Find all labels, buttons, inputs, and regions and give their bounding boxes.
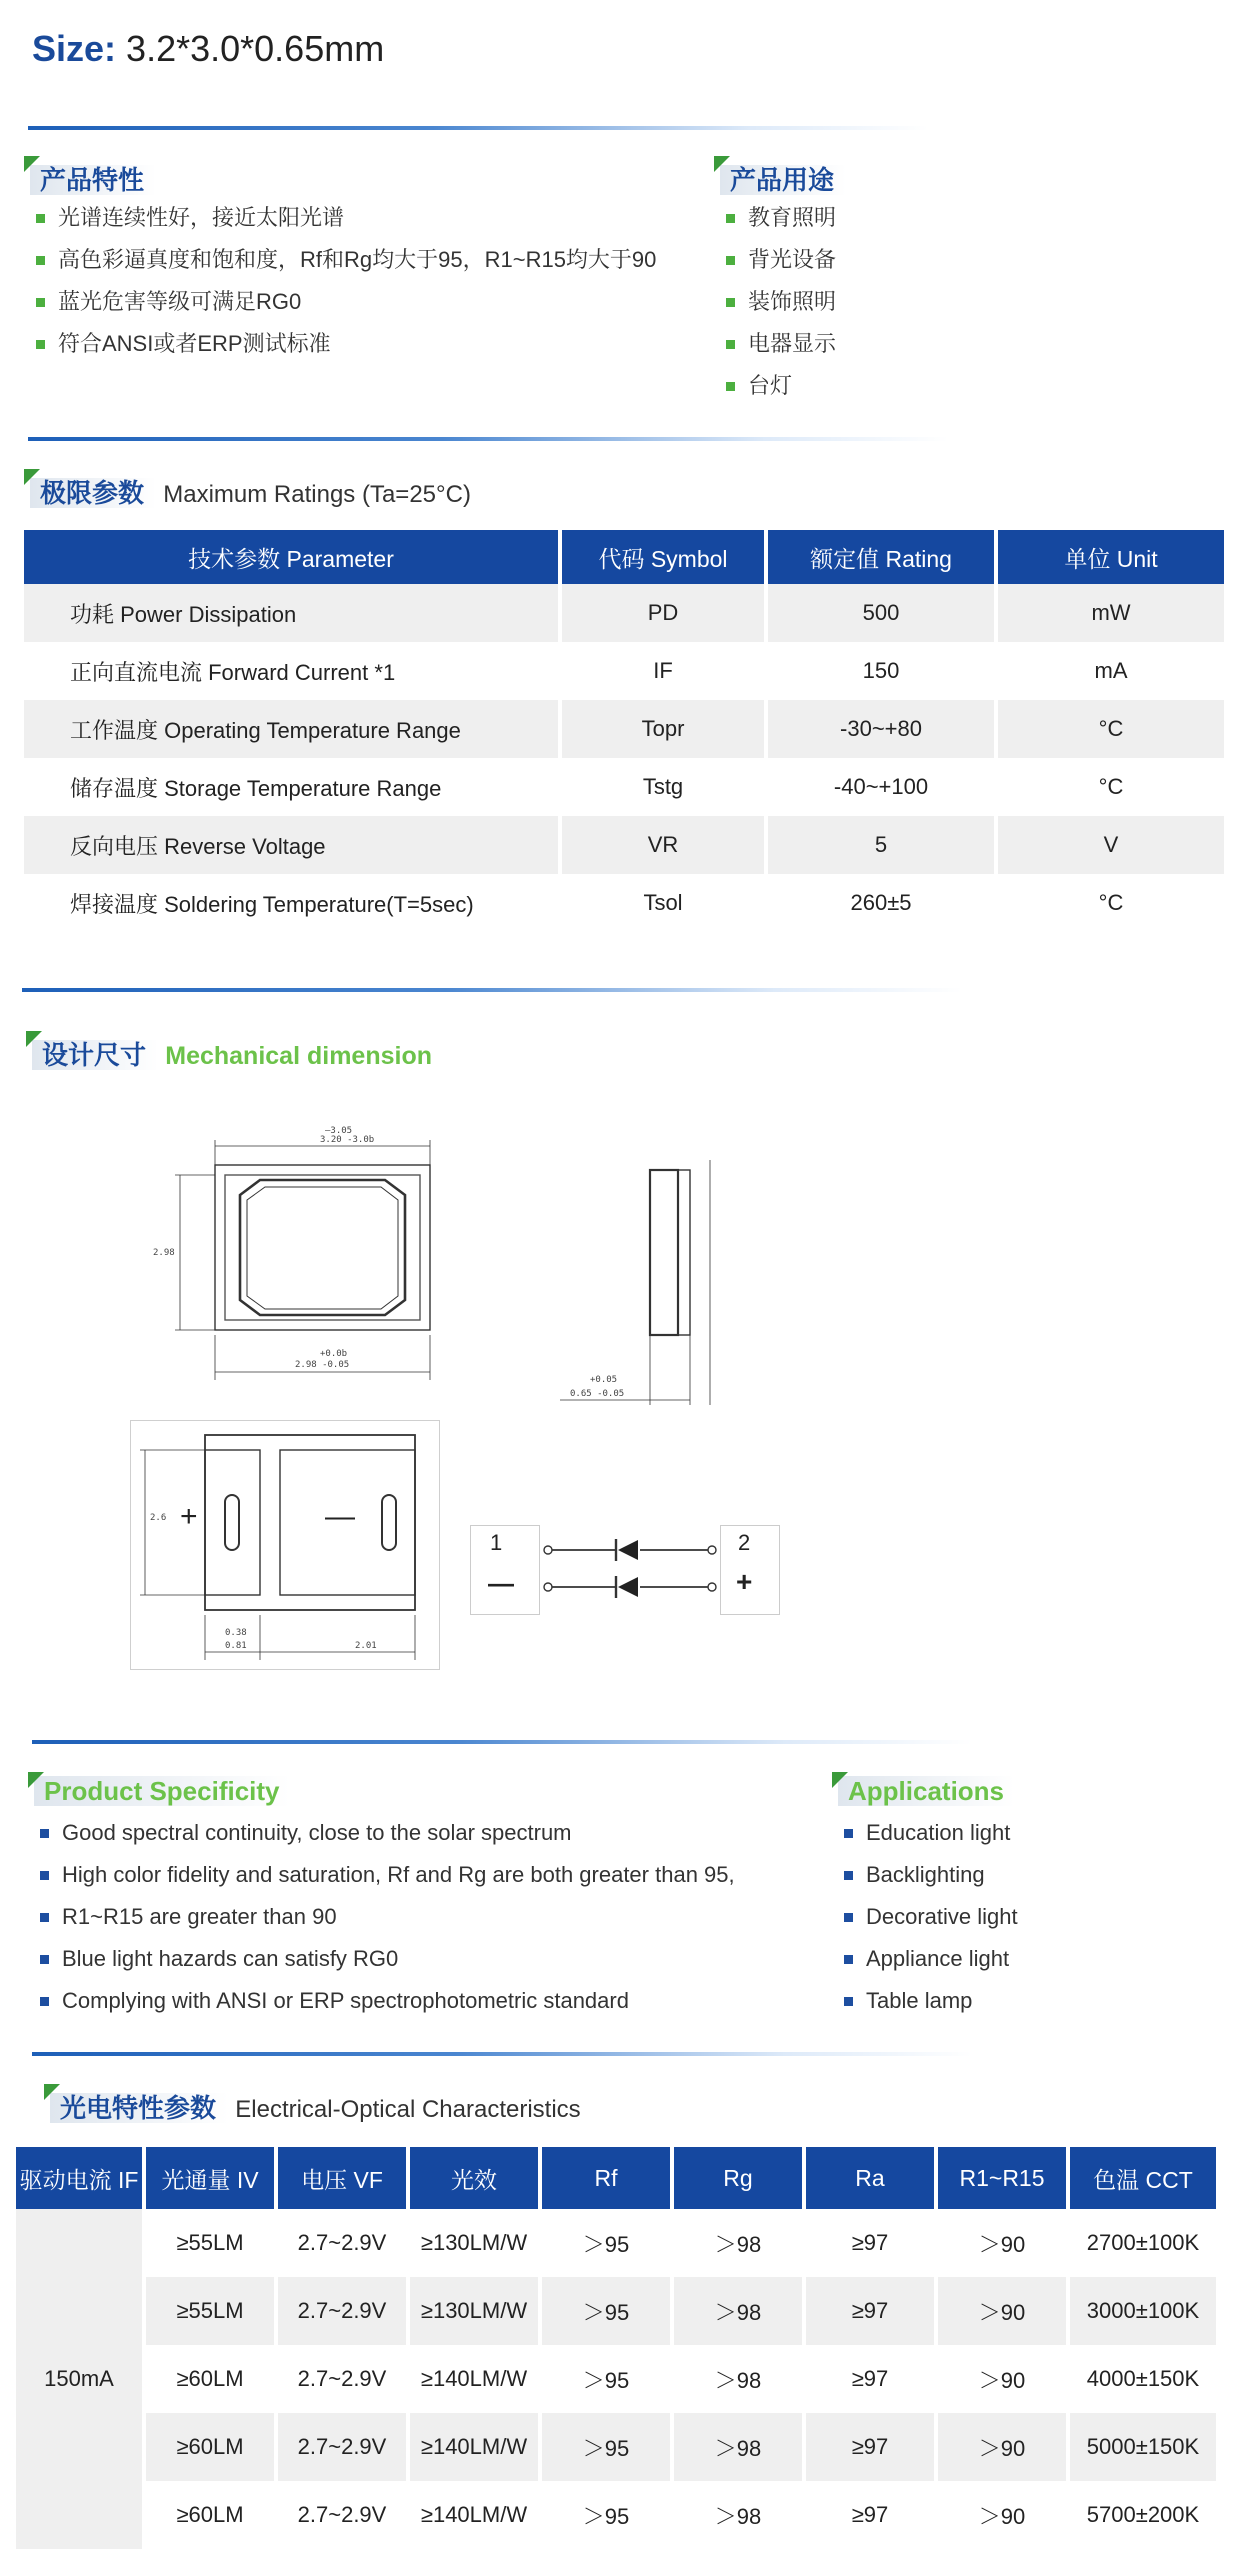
table-cell: ＞90 [978,2367,1026,2393]
table-cell: Topr [562,700,764,758]
dim-label: 2.01 [355,1641,377,1651]
list-item: High color fidelity and saturation, Rf and Rg are both greater than 95, [38,1854,735,1896]
pin1-sign: — [488,1568,514,1598]
table-cell: ＞98 [714,2367,762,2393]
table-row [24,700,1224,758]
table-cell: -30~+80 [768,700,994,758]
pad-left [205,1450,260,1595]
col-header: Ra [806,2147,934,2209]
list-item: Appliance light [842,1938,1018,1980]
terminal-icon [544,1583,552,1591]
table-cell: 2.7~2.9V [297,2502,387,2527]
table-cell: Tstg [642,774,684,799]
table-cell: °C [998,700,1224,758]
list-item: Complying with ANSI or ERP spectrophotometric standard [38,1980,735,2022]
side-lens [678,1170,690,1335]
eo-table [12,2147,1220,2549]
features-list [34,197,656,365]
table-cell: ＞95 [542,2277,670,2345]
table-cell: ＞95 [542,2413,670,2481]
dim-label: 0.38 [225,1628,247,1638]
table-row [24,642,1224,700]
dim-label: —3.05 [325,1126,353,1136]
pin2-label: 2 [738,1530,751,1555]
table-cell: ＞90 [938,2413,1066,2481]
table-cell: ≥97 [851,2502,889,2527]
table-cell: 150 [862,658,900,683]
pad-plus-sign: + [180,1500,198,1533]
table-cell: ＞95 [582,2503,630,2529]
pad-right-slot [382,1495,396,1550]
eo-title-en: Electrical-Optical Characteristics [235,2096,581,2123]
table-row [16,2345,1216,2413]
divider-1 [28,126,928,130]
table-cell: °C [1098,890,1124,915]
applications-en-list [842,1812,1018,2022]
list-item: Backlighting [842,1854,1018,1896]
size-line [32,28,384,70]
product-specificity-heading [34,1776,290,1807]
mechanical-title-cn: 设计尺寸 [32,1040,158,1070]
list-item: 光谱连续性好，接近太阳光谱 [34,197,656,239]
table-cell: ≥55LM [176,2230,244,2255]
table-cell: 储存温度 Storage Temperature Range [70,775,442,801]
list-item: Good spectral continuity, close to the solar spectrum [38,1812,735,1854]
table-cell: 2.7~2.9V [278,2277,406,2345]
dim-label: 0.65 -0.05 [570,1389,625,1399]
side-view-drawing [560,1160,730,1420]
max-ratings-table [20,530,1228,932]
table-cell: V [998,816,1224,874]
col-header: Rf [542,2147,670,2209]
list-item: 台灯 [724,365,836,407]
table-cell: mA [1094,658,1128,683]
divider-2 [28,437,948,441]
table-row [24,584,1224,642]
table-cell: PD [562,584,764,642]
table-cell: 4000±150K [1086,2366,1200,2391]
table-cell: ≥97 [851,2366,889,2391]
divider-5 [32,2052,972,2056]
table-cell: 2700±100K [1086,2230,1200,2255]
table-cell: ≥130LM/W [410,2277,538,2345]
list-item: Decorative light [842,1896,1018,1938]
list-item: 背光设备 [724,239,836,281]
applications-en-title: Applications [838,1776,1014,1806]
applications-cn-list [724,197,836,407]
list-item: Blue light hazards can satisfy RG0 [38,1938,735,1980]
col-header: R1~R15 [938,2147,1066,2209]
table-cell: Tsol [643,890,683,915]
table-cell: 5 [768,816,994,874]
max-ratings-heading [30,473,471,510]
applications-en-heading [838,1776,1014,1807]
led-arrow-icon [618,1577,638,1597]
table-header-row [16,2147,1216,2209]
package-inner [225,1175,420,1320]
bottom-view-drawing [130,1420,440,1670]
divider-4 [32,1740,972,1744]
pin2-sign: + [736,1566,753,1597]
dim-label: 2.98 -0.05 [295,1360,350,1370]
col-header: 光通量 IV [146,2147,274,2209]
table-cell: 2.7~2.9V [278,2413,406,2481]
list-item: Education light [842,1812,1018,1854]
col-header: 色温 CCT [1070,2147,1216,2209]
col-header-unit: 单位 Unit [998,530,1224,584]
table-row [24,758,1224,816]
table-cell: ≥130LM/W [420,2230,528,2255]
list-item: R1~R15 are greater than 90 [38,1896,735,1938]
table-row [24,816,1224,874]
table-cell: -40~+100 [833,774,929,799]
if-value-cell: 150mA [16,2209,142,2549]
table-cell: ≥55LM [146,2277,274,2345]
list-item: 装饰照明 [724,281,836,323]
table-cell: ≥97 [806,2413,934,2481]
lens-inner [247,1187,398,1309]
col-header-rating: 额定值 Rating [768,530,994,584]
table-cell: ＞98 [674,2413,802,2481]
eo-heading [50,2088,581,2125]
table-cell: ＞90 [978,2503,1026,2529]
table-cell: ≥140LM/W [420,2502,528,2527]
table-row [16,2277,1216,2345]
list-item: 蓝光危害等级可满足RG0 [34,281,656,323]
top-view-drawing [135,1120,455,1420]
table-cell: 3000±100K [1070,2277,1216,2345]
table-cell: ＞98 [674,2277,802,2345]
table-header-row [24,530,1224,584]
col-header: 光效 [410,2147,538,2209]
dim-label: 2.6 [150,1513,167,1523]
table-cell: ＞98 [714,2503,762,2529]
dim-label: 0.81 [225,1641,247,1651]
dim-label: 3.20 -3.0b [320,1135,375,1145]
col-header: 驱动电流 IF [16,2147,142,2209]
col-header-symbol: 代码 Symbol [562,530,764,584]
table-cell: IF [653,658,673,683]
diode-symbol [540,1535,720,1605]
table-cell: ＞95 [582,2367,630,2393]
table-cell: 500 [768,584,994,642]
table-cell: 工作温度 Operating Temperature Range [24,700,558,758]
table-cell: ≥97 [851,2230,889,2255]
table-cell: 正向直流电流 Forward Current *1 [70,659,396,685]
product-specificity-title: Product Specificity [34,1776,290,1806]
table-cell: ≥60LM [176,2366,244,2391]
terminal-icon [708,1583,716,1591]
table-cell: 焊接温度 Soldering Temperature(T=5sec) [70,891,474,917]
table-cell: 2.7~2.9V [297,2366,387,2391]
table-cell: ＞90 [978,2231,1026,2257]
pad-minus-sign: — [325,1500,355,1533]
applications-cn-title: 产品用途 [720,165,846,195]
list-item: 教育照明 [724,197,836,239]
table-cell: ≥97 [806,2277,934,2345]
list-item: Table lamp [842,1980,1018,2022]
dim-label: 2.98 [153,1248,175,1258]
divider-3 [22,988,962,992]
col-header: 电压 VF [278,2147,406,2209]
table-row [16,2413,1216,2481]
table-cell: ＞98 [714,2231,762,2257]
list-item: 高色彩逼真度和饱和度，Rf和Rg均大于95，R1~R15均大于90 [34,239,656,281]
table-cell: ≥60LM [146,2413,274,2481]
features-heading [30,160,156,197]
side-body [650,1170,678,1335]
table-cell: 260±5 [850,890,912,915]
col-header: Rg [674,2147,802,2209]
list-item: 电器显示 [724,323,836,365]
dim-label: +0.0b [320,1349,348,1359]
features-title: 产品特性 [30,165,156,195]
table-row [16,2481,1216,2549]
bottom-outline [205,1435,415,1610]
table-row [16,2209,1216,2277]
product-specificity-list [38,1812,735,2022]
table-cell: 功耗 Power Dissipation [24,584,558,642]
terminal-icon [544,1546,552,1554]
mechanical-title-en: Mechanical dimension [165,1042,432,1070]
table-row [24,874,1224,932]
col-header-parameter: 技术参数 Parameter [24,530,558,584]
led-arrow-icon [618,1540,638,1560]
table-cell: ≥140LM/W [410,2413,538,2481]
max-ratings-title-cn: 极限参数 [30,478,156,508]
table-cell: VR [562,816,764,874]
size-label: Size: [32,28,117,69]
table-cell: 5700±200K [1086,2502,1200,2527]
eo-title-cn: 光电特性参数 [50,2093,228,2123]
mechanical-heading [32,1035,432,1072]
table-cell: ＞95 [582,2231,630,2257]
size-value: 3.2*3.0*0.65mm [126,28,385,69]
table-cell: mW [998,584,1224,642]
table-cell: 反向电压 Reverse Voltage [24,816,558,874]
dim-label: +0.05 [590,1375,618,1385]
table-cell: °C [1098,774,1124,799]
table-cell: 5000±150K [1070,2413,1216,2481]
table-cell: ＞90 [938,2277,1066,2345]
table-cell: ≥60LM [176,2502,244,2527]
pin1-label: 1 [490,1530,503,1555]
applications-cn-heading [720,160,846,197]
max-ratings-title-en: Maximum Ratings (Ta=25°C) [163,481,471,508]
table-cell: 2.7~2.9V [297,2230,387,2255]
list-item: 符合ANSI或者ERP测试标准 [34,323,656,365]
lens-outline [240,1180,405,1315]
terminal-icon [708,1546,716,1554]
table-cell: ≥140LM/W [420,2366,528,2391]
pad-left-slot [225,1495,239,1550]
